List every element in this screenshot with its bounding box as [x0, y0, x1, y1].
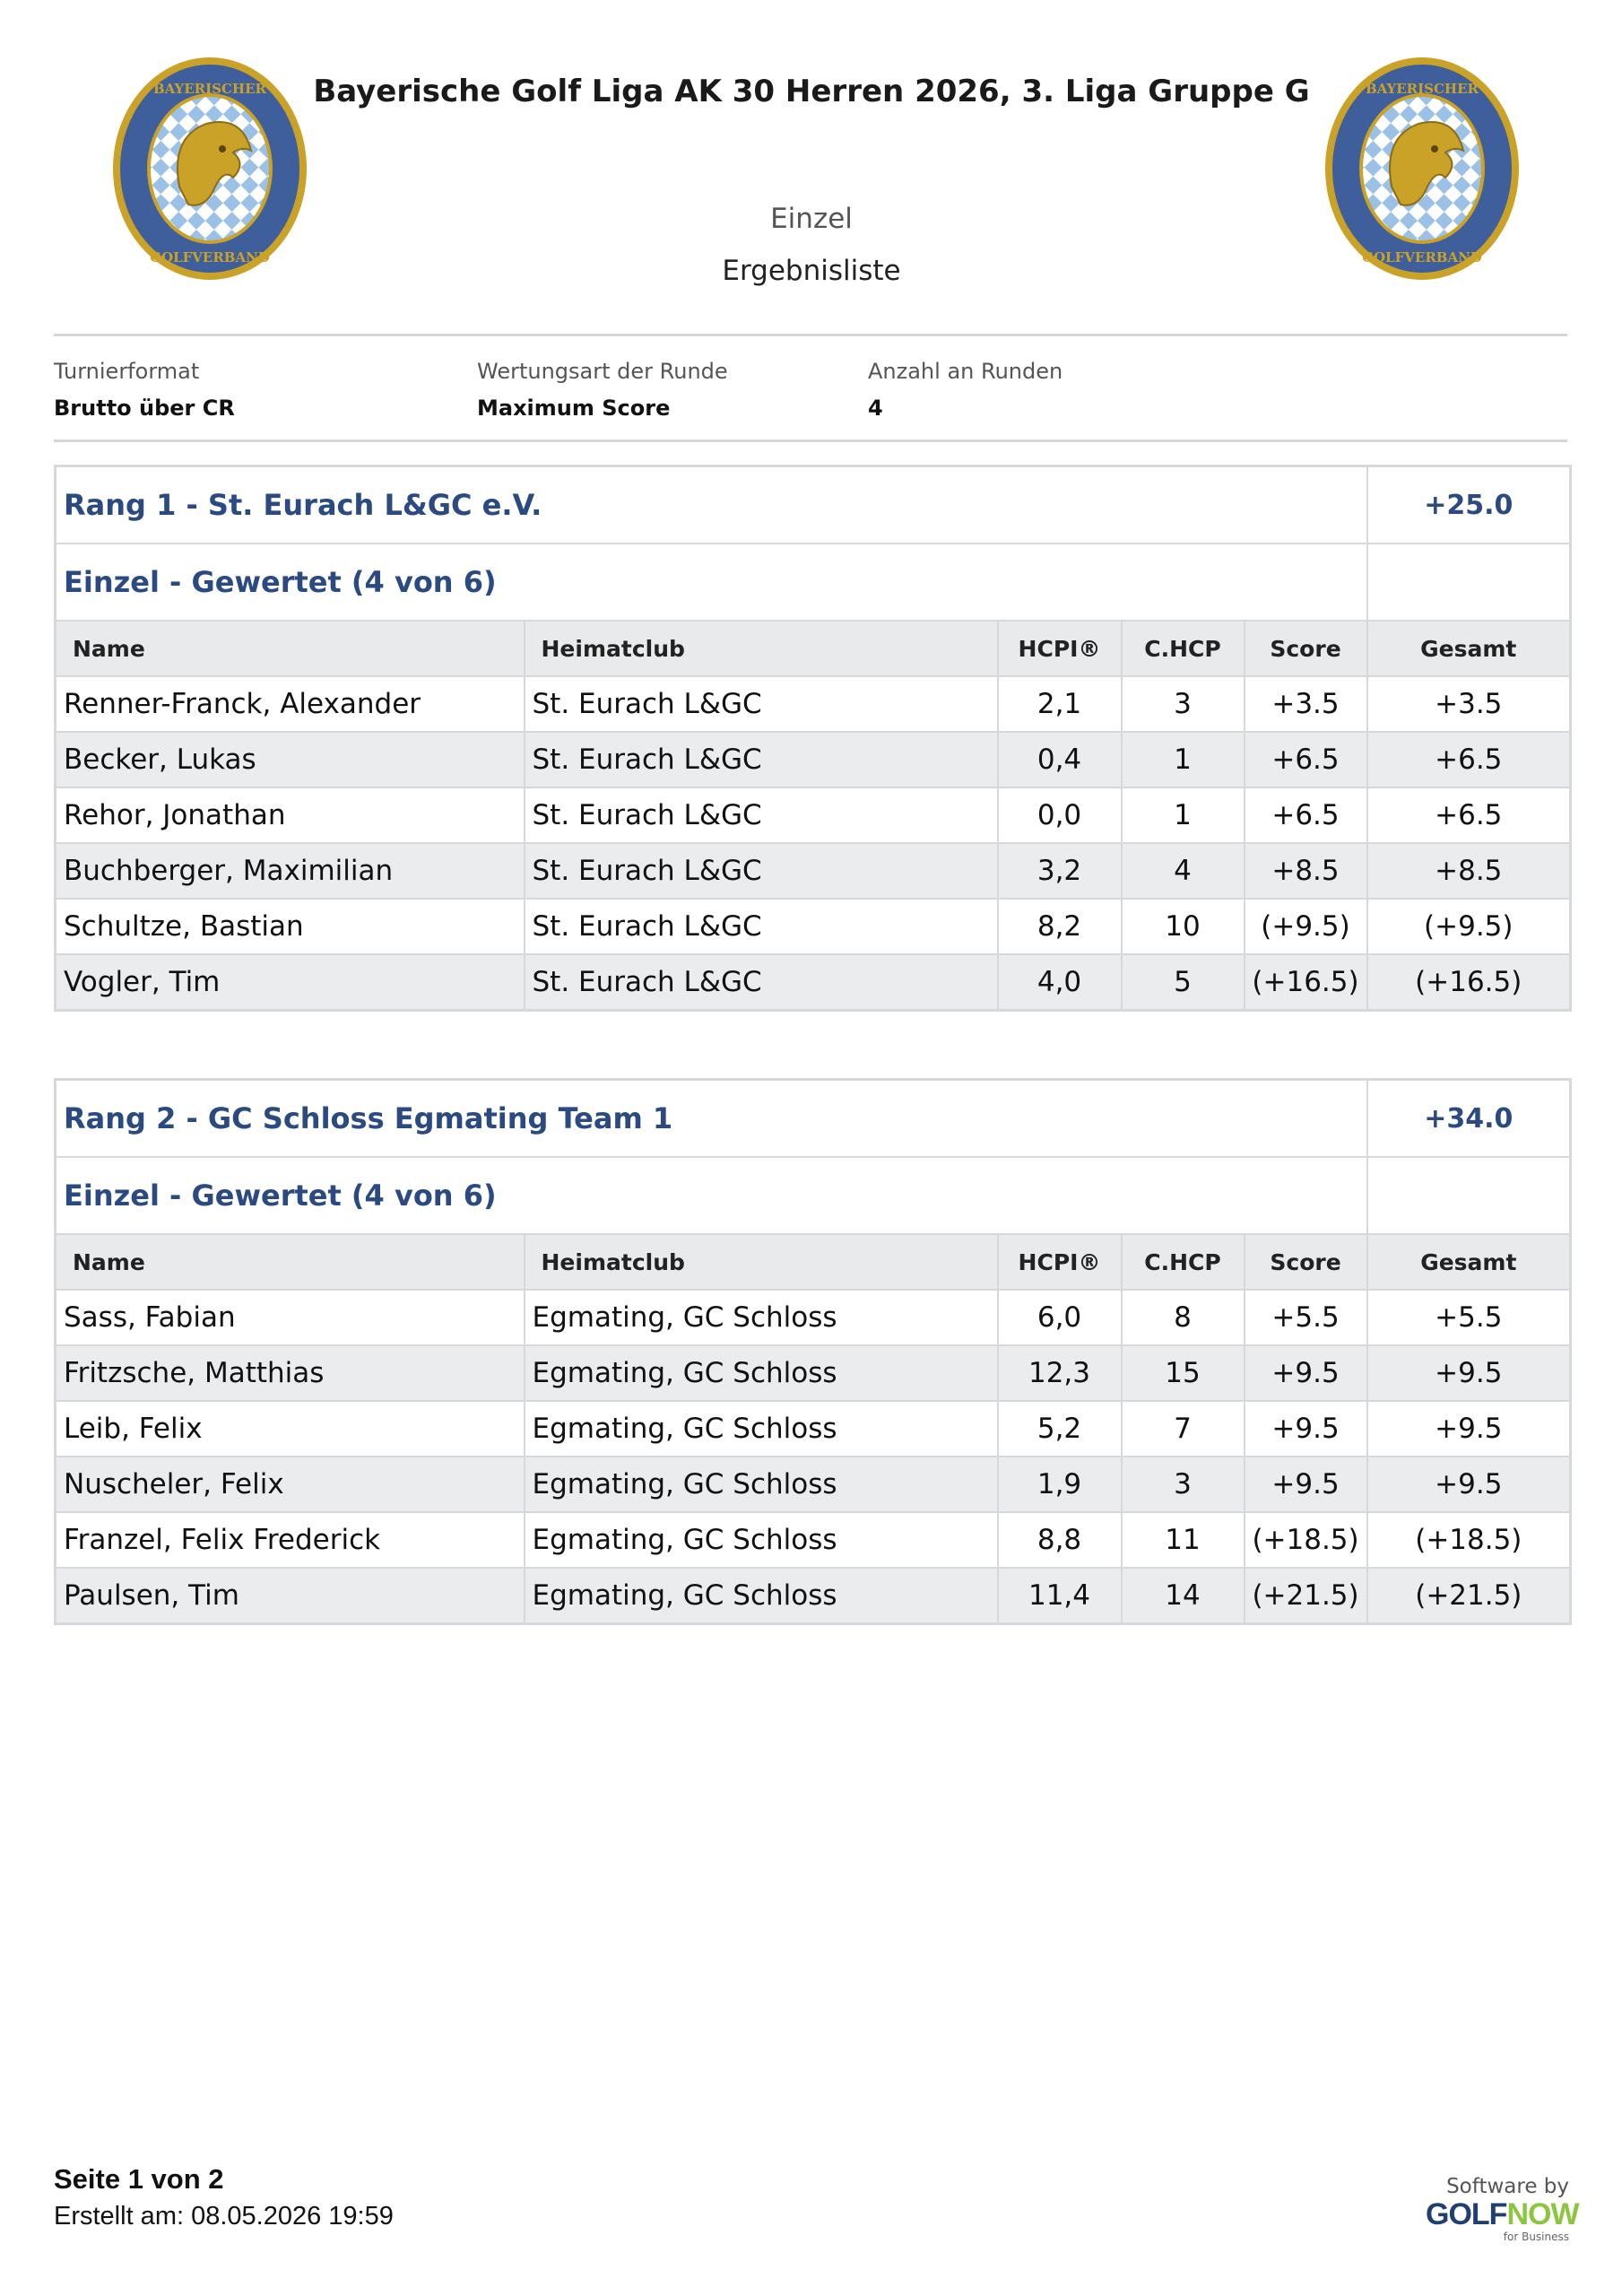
player-hcpi: 8,8	[998, 1512, 1122, 1568]
player-hcpi: 6,0	[998, 1290, 1122, 1345]
player-name: Schultze, Bastian	[56, 899, 525, 954]
page-subtitle-einzel: Einzel	[770, 203, 853, 235]
player-chcp: 4	[1122, 843, 1245, 899]
col-score-header: Score	[1245, 621, 1367, 676]
svg-text:BAYERISCHER: BAYERISCHER	[152, 81, 267, 97]
player-club: Egmating, GC Schloss	[525, 1345, 998, 1401]
player-chcp: 11	[1122, 1512, 1245, 1568]
player-score: +9.5	[1245, 1457, 1367, 1512]
player-hcpi: 3,2	[998, 843, 1122, 899]
player-chcp: 1	[1122, 787, 1245, 843]
table-row	[56, 954, 1571, 1011]
brand-golf: GOLF	[1426, 2197, 1507, 2231]
player-score: +5.5	[1245, 1290, 1367, 1345]
player-score: (+18.5)	[1245, 1512, 1367, 1568]
player-score: +6.5	[1245, 787, 1367, 843]
player-chcp: 15	[1122, 1345, 1245, 1401]
group-total-empty	[1367, 544, 1571, 621]
rank-title: Rang 2 - GC Schloss Egmating Team 1	[56, 1080, 1367, 1158]
player-name: Nuscheler, Felix	[56, 1457, 525, 1512]
golfnow-logo	[1426, 2197, 1579, 2232]
col-total-header: Gesamt	[1367, 1234, 1571, 1290]
col-club-header: Heimatclub	[525, 621, 998, 676]
player-total: +6.5	[1367, 787, 1571, 843]
player-name: Becker, Lukas	[56, 732, 525, 787]
player-club: St. Eurach L&GC	[525, 899, 998, 954]
rank-header-row	[56, 1080, 1571, 1158]
column-header-row	[56, 621, 1571, 676]
meta-divider	[54, 439, 1567, 442]
player-total: +5.5	[1367, 1290, 1571, 1345]
scoring-label: Wertungsart der Runde	[477, 359, 728, 384]
brand-now: NOW	[1506, 2197, 1579, 2231]
player-name: Sass, Fabian	[56, 1290, 525, 1345]
player-chcp: 1	[1122, 732, 1245, 787]
player-score: +9.5	[1245, 1401, 1367, 1457]
rank-title: Rang 1 - St. Eurach L&GC e.V.	[56, 466, 1367, 544]
player-name: Fritzsche, Matthias	[56, 1345, 525, 1401]
player-total: (+18.5)	[1367, 1512, 1571, 1568]
player-score: +9.5	[1245, 1345, 1367, 1401]
player-hcpi: 0,0	[998, 787, 1122, 843]
player-total: +9.5	[1367, 1345, 1571, 1401]
rank-table-1	[54, 465, 1572, 1012]
player-club: Egmating, GC Schloss	[525, 1512, 998, 1568]
table-row	[56, 1512, 1571, 1568]
col-club-header: Heimatclub	[525, 1234, 998, 1290]
col-hcpi-header: HCPI®	[998, 621, 1122, 676]
col-chcp-header: C.HCP	[1122, 1234, 1245, 1290]
table-row	[56, 899, 1571, 954]
player-chcp: 14	[1122, 1568, 1245, 1624]
svg-text:GOLFVERBAND: GOLFVERBAND	[1362, 249, 1482, 265]
page-number: Seite 1 von 2	[54, 2163, 224, 2195]
group-total-empty	[1367, 1157, 1571, 1234]
table-row	[56, 1290, 1571, 1345]
rank-table-2	[54, 1078, 1572, 1625]
player-club: Egmating, GC Schloss	[525, 1290, 998, 1345]
player-score: (+21.5)	[1245, 1568, 1367, 1624]
player-hcpi: 8,2	[998, 899, 1122, 954]
player-hcpi: 0,4	[998, 732, 1122, 787]
player-club: Egmating, GC Schloss	[525, 1401, 998, 1457]
rank-header-row	[56, 466, 1571, 544]
format-value: Brutto über CR	[54, 396, 235, 421]
player-chcp: 7	[1122, 1401, 1245, 1457]
player-name: Franzel, Felix Frederick	[56, 1512, 525, 1568]
player-chcp: 3	[1122, 1457, 1245, 1512]
table-row	[56, 1457, 1571, 1512]
col-hcpi-header: HCPI®	[998, 1234, 1122, 1290]
col-total-header: Gesamt	[1367, 621, 1571, 676]
header-divider	[54, 334, 1567, 336]
player-hcpi: 4,0	[998, 954, 1122, 1011]
player-club: St. Eurach L&GC	[525, 676, 998, 732]
created-timestamp: Erstellt am: 08.05.2026 19:59	[54, 2202, 394, 2231]
table-row	[56, 843, 1571, 899]
player-name: Leib, Felix	[56, 1401, 525, 1457]
player-name: Renner-Franck, Alexander	[56, 676, 525, 732]
software-by-label: Software by	[1446, 2175, 1569, 2198]
player-name: Buchberger, Maximilian	[56, 843, 525, 899]
player-hcpi: 12,3	[998, 1345, 1122, 1401]
player-score: +6.5	[1245, 732, 1367, 787]
table-row	[56, 1345, 1571, 1401]
player-club: St. Eurach L&GC	[525, 732, 998, 787]
col-name-header: Name	[56, 1234, 525, 1290]
scoring-value: Maximum Score	[477, 396, 671, 421]
player-name: Rehor, Jonathan	[56, 787, 525, 843]
rank-total: +34.0	[1367, 1080, 1571, 1158]
player-hcpi: 11,4	[998, 1568, 1122, 1624]
player-total: (+16.5)	[1367, 954, 1571, 1011]
player-chcp: 10	[1122, 899, 1245, 954]
player-hcpi: 5,2	[998, 1401, 1122, 1457]
player-hcpi: 1,9	[998, 1457, 1122, 1512]
rounds-value: 4	[868, 396, 883, 421]
player-name: Paulsen, Tim	[56, 1568, 525, 1624]
player-chcp: 3	[1122, 676, 1245, 732]
player-hcpi: 2,1	[998, 676, 1122, 732]
col-score-header: Score	[1245, 1234, 1367, 1290]
player-total: (+21.5)	[1367, 1568, 1571, 1624]
page-subtitle-ergebnisliste: Ergebnisliste	[722, 255, 901, 287]
rounds-label: Anzahl an Runden	[868, 359, 1063, 384]
player-score: +8.5	[1245, 843, 1367, 899]
group-header-row	[56, 1157, 1571, 1234]
player-total: +3.5	[1367, 676, 1571, 732]
table-row	[56, 787, 1571, 843]
player-total: +8.5	[1367, 843, 1571, 899]
brand-subtitle: for Business	[1503, 2231, 1569, 2243]
table-row	[56, 676, 1571, 732]
player-total: +9.5	[1367, 1457, 1571, 1512]
player-name: Vogler, Tim	[56, 954, 525, 1011]
player-total: (+9.5)	[1367, 899, 1571, 954]
table-row	[56, 732, 1571, 787]
player-chcp: 8	[1122, 1290, 1245, 1345]
table-row	[56, 1568, 1571, 1624]
col-name-header: Name	[56, 621, 525, 676]
col-chcp-header: C.HCP	[1122, 621, 1245, 676]
svg-text:GOLFVERBAND: GOLFVERBAND	[150, 249, 270, 265]
player-club: St. Eurach L&GC	[525, 954, 998, 1011]
player-total: +9.5	[1367, 1401, 1571, 1457]
player-total: +6.5	[1367, 732, 1571, 787]
player-score: +3.5	[1245, 676, 1367, 732]
group-header-row	[56, 544, 1571, 621]
player-score: (+16.5)	[1245, 954, 1367, 1011]
table-row	[56, 1401, 1571, 1457]
group-title: Einzel - Gewertet (4 von 6)	[56, 544, 1367, 621]
player-club: Egmating, GC Schloss	[525, 1568, 998, 1624]
player-chcp: 5	[1122, 954, 1245, 1011]
format-label: Turnierformat	[54, 359, 200, 384]
player-club: Egmating, GC Schloss	[525, 1457, 998, 1512]
player-club: St. Eurach L&GC	[525, 843, 998, 899]
rank-total: +25.0	[1367, 466, 1571, 544]
column-header-row	[56, 1234, 1571, 1290]
player-score: (+9.5)	[1245, 899, 1367, 954]
player-club: St. Eurach L&GC	[525, 787, 998, 843]
group-title: Einzel - Gewertet (4 von 6)	[56, 1157, 1367, 1234]
svg-text:BAYERISCHER: BAYERISCHER	[1365, 81, 1479, 97]
page-title: Bayerische Golf Liga AK 30 Herren 2026, 3. Liga Gruppe G	[313, 74, 1310, 109]
